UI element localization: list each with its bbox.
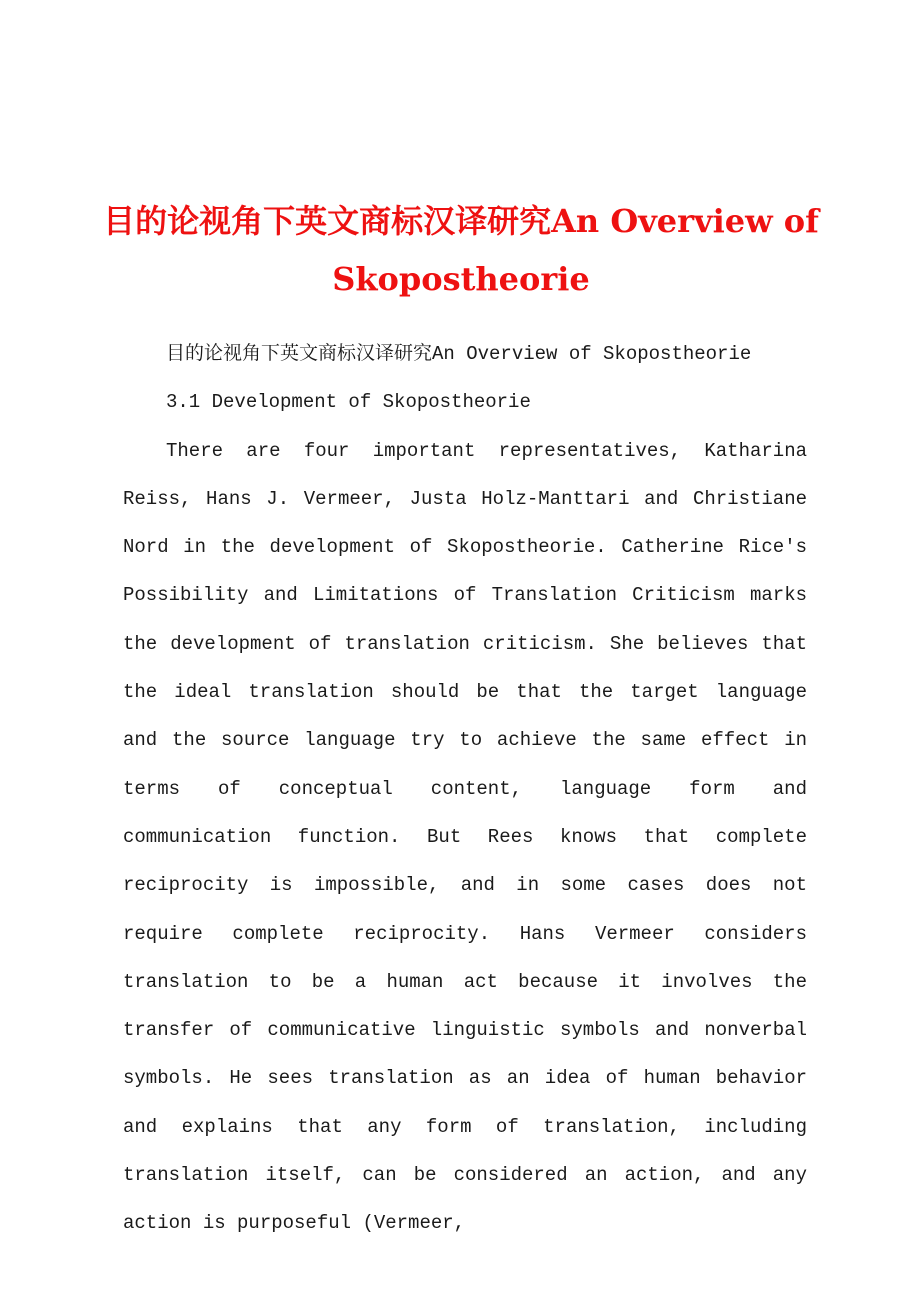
document-title: 目的论视角下英文商标汉译研究An Overview of Skopostheorie [103,202,819,298]
section-heading: 3.1 Development of Skopostheorie [166,391,531,414]
subtitle-line: 目的论视角下英文商标汉译研究An Overview of Skopostheorie [166,343,752,365]
body-paragraph: There are four important representatives, Katharina Reiss, Hans J. Vermeer, Justa Holz-Manttari and Christiane Nord in the development of Skopostheorie. Catherine Rice's Possibility and Limitations of Translation Criticism marks the development of translation criticism. She believes that the ideal translation should be that the target language and the source language try to achieve the same effect in terms of conceptual content, language form and communication function. But Rees knows that complete reciprocity is impossible, and in some cases does not require complete reciprocity. Hans Vermeer considers translation to be a human act because it involves the transfer of communicative linguistic symbols and nonverbal symbols. He sees translation as an idea of human behavior and explains that any form of translation, including translation itself, can be considered an action, and any action is purposeful (Vermeer, [123,439,807,1235]
document-body [123,330,807,1248]
